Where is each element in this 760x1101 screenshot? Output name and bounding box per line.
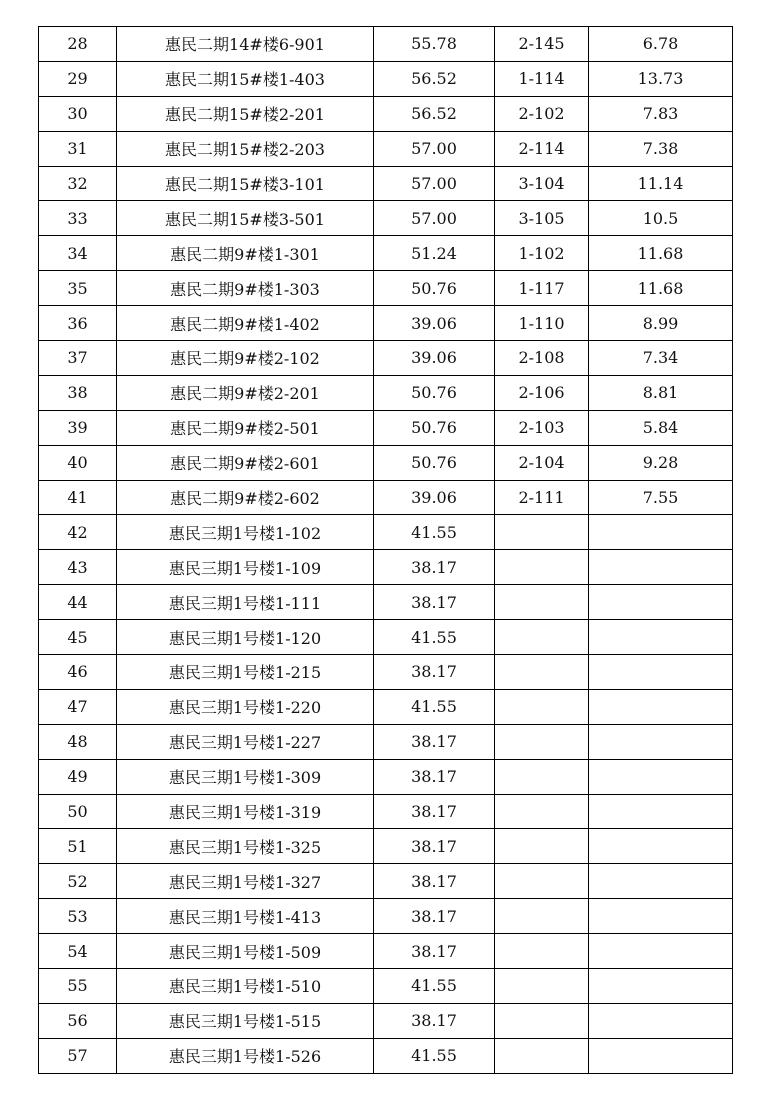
code-cell — [495, 934, 589, 969]
value-cell: 7.38 — [589, 131, 733, 166]
row-number-cell: 40 — [39, 445, 117, 480]
area-cell: 41.55 — [374, 969, 495, 1004]
unit-name-cell: 惠民三期1号楼1-327 — [117, 864, 374, 899]
code-cell — [495, 794, 589, 829]
code-cell — [495, 899, 589, 934]
table-row — [39, 201, 733, 236]
row-number-cell: 53 — [39, 899, 117, 934]
code-cell: 2-145 — [495, 27, 589, 62]
table-row — [39, 166, 733, 201]
value-cell: 7.83 — [589, 96, 733, 131]
row-number-cell: 37 — [39, 341, 117, 376]
area-cell: 38.17 — [374, 934, 495, 969]
value-cell: 7.34 — [589, 341, 733, 376]
row-number-cell: 33 — [39, 201, 117, 236]
row-number-cell: 30 — [39, 96, 117, 131]
code-cell — [495, 550, 589, 585]
value-cell — [589, 585, 733, 620]
code-cell: 1-102 — [495, 236, 589, 271]
area-cell: 51.24 — [374, 236, 495, 271]
value-cell: 8.81 — [589, 375, 733, 410]
code-cell: 2-104 — [495, 445, 589, 480]
value-cell — [589, 794, 733, 829]
table-row — [39, 271, 733, 306]
unit-name-cell: 惠民二期9#楼1-301 — [117, 236, 374, 271]
unit-name-cell: 惠民二期9#楼2-602 — [117, 480, 374, 515]
table-body — [39, 27, 733, 1074]
table-row — [39, 1003, 733, 1038]
area-cell: 38.17 — [374, 829, 495, 864]
area-cell: 38.17 — [374, 585, 495, 620]
unit-name-cell: 惠民二期14#楼6-901 — [117, 27, 374, 62]
value-cell — [589, 724, 733, 759]
table-row — [39, 445, 733, 480]
area-cell: 38.17 — [374, 550, 495, 585]
area-cell: 41.55 — [374, 515, 495, 550]
area-cell: 56.52 — [374, 96, 495, 131]
unit-name-cell: 惠民二期15#楼3-101 — [117, 166, 374, 201]
row-number-cell: 55 — [39, 969, 117, 1004]
row-number-cell: 52 — [39, 864, 117, 899]
code-cell — [495, 724, 589, 759]
value-cell — [589, 689, 733, 724]
area-cell: 41.55 — [374, 689, 495, 724]
value-cell: 10.5 — [589, 201, 733, 236]
area-cell: 38.17 — [374, 864, 495, 899]
table-row — [39, 829, 733, 864]
row-number-cell: 47 — [39, 689, 117, 724]
row-number-cell: 34 — [39, 236, 117, 271]
housing-table — [38, 26, 733, 1074]
value-cell — [589, 934, 733, 969]
code-cell: 3-104 — [495, 166, 589, 201]
row-number-cell: 54 — [39, 934, 117, 969]
table-row — [39, 61, 733, 96]
value-cell: 9.28 — [589, 445, 733, 480]
area-cell: 38.17 — [374, 794, 495, 829]
unit-name-cell: 惠民二期9#楼2-601 — [117, 445, 374, 480]
value-cell — [589, 829, 733, 864]
table-row — [39, 1038, 733, 1073]
row-number-cell: 49 — [39, 759, 117, 794]
area-cell: 56.52 — [374, 61, 495, 96]
row-number-cell: 31 — [39, 131, 117, 166]
unit-name-cell: 惠民二期9#楼1-402 — [117, 306, 374, 341]
area-cell: 41.55 — [374, 620, 495, 655]
unit-name-cell: 惠民二期15#楼3-501 — [117, 201, 374, 236]
code-cell — [495, 1038, 589, 1073]
unit-name-cell: 惠民三期1号楼1-227 — [117, 724, 374, 759]
unit-name-cell: 惠民三期1号楼1-309 — [117, 759, 374, 794]
value-cell — [589, 620, 733, 655]
unit-name-cell: 惠民三期1号楼1-515 — [117, 1003, 374, 1038]
unit-name-cell: 惠民三期1号楼1-509 — [117, 934, 374, 969]
unit-name-cell: 惠民二期15#楼1-403 — [117, 61, 374, 96]
area-cell: 50.76 — [374, 410, 495, 445]
unit-name-cell: 惠民三期1号楼1-102 — [117, 515, 374, 550]
table-row — [39, 96, 733, 131]
code-cell — [495, 829, 589, 864]
table-row — [39, 969, 733, 1004]
code-cell — [495, 689, 589, 724]
value-cell — [589, 1003, 733, 1038]
row-number-cell: 44 — [39, 585, 117, 620]
code-cell — [495, 1003, 589, 1038]
area-cell: 57.00 — [374, 166, 495, 201]
table-row — [39, 899, 733, 934]
unit-name-cell: 惠民三期1号楼1-220 — [117, 689, 374, 724]
table-row — [39, 620, 733, 655]
unit-name-cell: 惠民三期1号楼1-319 — [117, 794, 374, 829]
code-cell — [495, 585, 589, 620]
row-number-cell: 42 — [39, 515, 117, 550]
value-cell: 5.84 — [589, 410, 733, 445]
unit-name-cell: 惠民二期9#楼2-501 — [117, 410, 374, 445]
unit-name-cell: 惠民二期15#楼2-203 — [117, 131, 374, 166]
table-row — [39, 236, 733, 271]
area-cell: 41.55 — [374, 1038, 495, 1073]
code-cell: 2-111 — [495, 480, 589, 515]
unit-name-cell: 惠民二期15#楼2-201 — [117, 96, 374, 131]
value-cell — [589, 1038, 733, 1073]
value-cell: 8.99 — [589, 306, 733, 341]
row-number-cell: 57 — [39, 1038, 117, 1073]
code-cell — [495, 759, 589, 794]
row-number-cell: 45 — [39, 620, 117, 655]
row-number-cell: 38 — [39, 375, 117, 410]
table-row — [39, 585, 733, 620]
row-number-cell: 29 — [39, 61, 117, 96]
code-cell — [495, 620, 589, 655]
table-row — [39, 131, 733, 166]
table-row — [39, 410, 733, 445]
value-cell: 7.55 — [589, 480, 733, 515]
row-number-cell: 46 — [39, 655, 117, 690]
unit-name-cell: 惠民三期1号楼1-510 — [117, 969, 374, 1004]
area-cell: 38.17 — [374, 899, 495, 934]
area-cell: 39.06 — [374, 341, 495, 376]
area-cell: 55.78 — [374, 27, 495, 62]
unit-name-cell: 惠民三期1号楼1-526 — [117, 1038, 374, 1073]
row-number-cell: 50 — [39, 794, 117, 829]
value-cell: 11.68 — [589, 236, 733, 271]
code-cell: 1-117 — [495, 271, 589, 306]
code-cell: 2-102 — [495, 96, 589, 131]
row-number-cell: 56 — [39, 1003, 117, 1038]
code-cell — [495, 515, 589, 550]
table-row — [39, 550, 733, 585]
unit-name-cell: 惠民二期9#楼2-102 — [117, 341, 374, 376]
table-row — [39, 27, 733, 62]
row-number-cell: 28 — [39, 27, 117, 62]
row-number-cell: 35 — [39, 271, 117, 306]
table-row — [39, 794, 733, 829]
unit-name-cell: 惠民三期1号楼1-120 — [117, 620, 374, 655]
unit-name-cell: 惠民三期1号楼1-215 — [117, 655, 374, 690]
table-row — [39, 689, 733, 724]
area-cell: 39.06 — [374, 306, 495, 341]
area-cell: 50.76 — [374, 375, 495, 410]
row-number-cell: 36 — [39, 306, 117, 341]
unit-name-cell: 惠民三期1号楼1-413 — [117, 899, 374, 934]
table-row — [39, 934, 733, 969]
value-cell: 6.78 — [589, 27, 733, 62]
table-row — [39, 515, 733, 550]
table-row — [39, 759, 733, 794]
code-cell: 1-114 — [495, 61, 589, 96]
area-cell: 38.17 — [374, 724, 495, 759]
value-cell — [589, 655, 733, 690]
row-number-cell: 43 — [39, 550, 117, 585]
code-cell: 2-114 — [495, 131, 589, 166]
unit-name-cell: 惠民三期1号楼1-109 — [117, 550, 374, 585]
value-cell — [589, 969, 733, 1004]
table-row — [39, 655, 733, 690]
table-row — [39, 375, 733, 410]
code-cell: 2-106 — [495, 375, 589, 410]
area-cell: 50.76 — [374, 445, 495, 480]
area-cell: 57.00 — [374, 131, 495, 166]
area-cell: 38.17 — [374, 1003, 495, 1038]
area-cell: 38.17 — [374, 655, 495, 690]
table-row — [39, 864, 733, 899]
value-cell — [589, 899, 733, 934]
row-number-cell: 41 — [39, 480, 117, 515]
value-cell: 11.14 — [589, 166, 733, 201]
value-cell: 13.73 — [589, 61, 733, 96]
value-cell: 11.68 — [589, 271, 733, 306]
value-cell — [589, 515, 733, 550]
code-cell — [495, 864, 589, 899]
unit-name-cell: 惠民二期9#楼1-303 — [117, 271, 374, 306]
code-cell — [495, 969, 589, 1004]
area-cell: 38.17 — [374, 759, 495, 794]
code-cell: 3-105 — [495, 201, 589, 236]
unit-name-cell: 惠民二期9#楼2-201 — [117, 375, 374, 410]
area-cell: 57.00 — [374, 201, 495, 236]
code-cell: 1-110 — [495, 306, 589, 341]
unit-name-cell: 惠民三期1号楼1-325 — [117, 829, 374, 864]
area-cell: 50.76 — [374, 271, 495, 306]
row-number-cell: 48 — [39, 724, 117, 759]
code-cell: 2-108 — [495, 341, 589, 376]
value-cell — [589, 550, 733, 585]
row-number-cell: 51 — [39, 829, 117, 864]
table-row — [39, 341, 733, 376]
row-number-cell: 32 — [39, 166, 117, 201]
table-row — [39, 480, 733, 515]
code-cell — [495, 655, 589, 690]
value-cell — [589, 759, 733, 794]
value-cell — [589, 864, 733, 899]
table-row — [39, 724, 733, 759]
code-cell: 2-103 — [495, 410, 589, 445]
row-number-cell: 39 — [39, 410, 117, 445]
area-cell: 39.06 — [374, 480, 495, 515]
unit-name-cell: 惠民三期1号楼1-111 — [117, 585, 374, 620]
table-row — [39, 306, 733, 341]
